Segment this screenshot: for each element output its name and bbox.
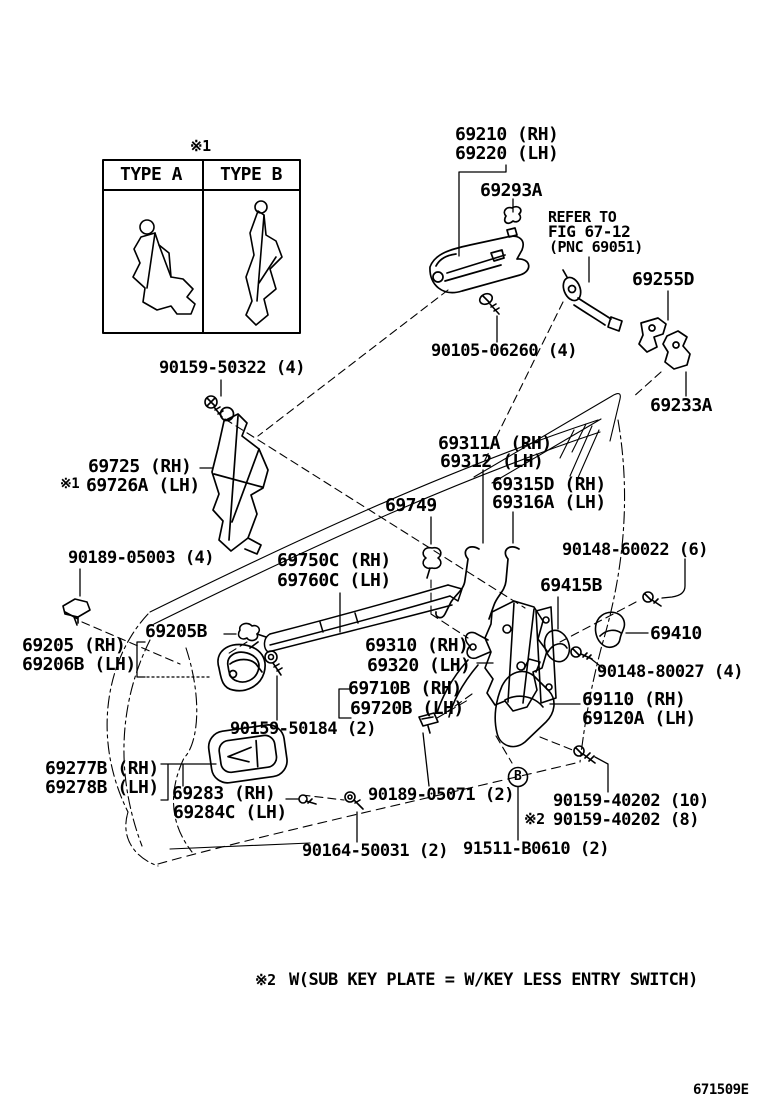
callout-90189-05003-4: 90189-05003 (4): [68, 548, 215, 568]
callout-69310-rh: 69310 (RH): [365, 635, 469, 656]
callout-69205b: 69205B: [145, 621, 208, 642]
callout-69410: 69410: [650, 623, 702, 644]
callout-90159-50322-4: 90159-50322 (4): [159, 358, 306, 378]
callout-69283-rh: 69283 (RH): [172, 783, 276, 804]
callout-fig-ref: FIG 67-12: [548, 222, 631, 241]
interior-handle-drawing: [218, 642, 265, 691]
callout-90159-40202-8: 90159-40202 (8): [553, 810, 700, 830]
lock-rods-drawing: [436, 547, 519, 619]
callout-69311a-rh: 69311A (RH): [438, 433, 552, 454]
door-check-drawing: [212, 408, 268, 555]
screw-90148-60022: [643, 592, 661, 606]
callout-90148-80027-4: 90148-80027 (4): [597, 662, 744, 682]
callout-refer-to: REFER TO: [548, 208, 617, 226]
callout-69720b-lh: 69720B (LH): [350, 698, 464, 719]
callout-69316a-lh: 69316A (LH): [492, 492, 606, 513]
callout-69315d-rh: 69315D (RH): [492, 474, 606, 495]
cover-69410: [596, 612, 625, 647]
legend-header-type-b: TYPE B: [220, 164, 283, 185]
legend-header-type-a: TYPE A: [120, 164, 183, 185]
callout-90189-05071-2: 90189-05071 (2): [368, 785, 515, 805]
callout-90164-50031-2: 90164-50031 (2): [302, 841, 449, 861]
callout-69415b: 69415B: [540, 575, 603, 596]
rod-69315d: [489, 547, 519, 619]
callout-69210-rh: 69210 (RH): [455, 124, 559, 145]
callout-69220-lh: 69220 (LH): [455, 143, 559, 164]
callout-69233a: 69233A: [650, 395, 713, 416]
screw-90159-50322: [205, 396, 223, 417]
callout-ref-marker-2: ※2: [524, 810, 545, 828]
callout-69320-lh: 69320 (LH): [367, 655, 471, 676]
clip-69205b: [239, 623, 266, 640]
callout-69725-rh: 69725 (RH): [88, 456, 192, 477]
callout-69750c-rh: 69750C (RH): [277, 550, 391, 571]
screw-90159-40202: [574, 746, 595, 763]
callout-ref-marker-1: ※1: [60, 476, 80, 492]
callout-69312-lh: 69312 (LH): [440, 451, 544, 472]
callout-90159-50184-2: 90159-50184 (2): [230, 719, 377, 739]
callout-69749: 69749: [385, 495, 437, 516]
footnote-marker: ※2: [255, 971, 276, 989]
callout-90148-60022-6: 90148-60022 (6): [562, 540, 709, 560]
key-cylinder-drawing: [560, 270, 622, 331]
callout-69284c-lh: 69284C (LH): [173, 802, 287, 823]
screw-90164-50031: [345, 792, 363, 809]
callout-69760c-lh: 69760C (LH): [277, 570, 391, 591]
type-b-sketch: [246, 201, 282, 325]
callout-69293a: 69293A: [480, 180, 543, 201]
type-a-sketch: [133, 220, 195, 314]
callout-69277b-rh: 69277B (RH): [45, 758, 159, 779]
footnote-text: W(SUB KEY PLATE = W/KEY LESS ENTRY SWITCH): [289, 970, 698, 990]
screw-90105-06260: [478, 292, 499, 314]
callout-circled-b: B: [514, 769, 522, 784]
gasket-69415b: [541, 627, 574, 665]
callout-69120a-lh: 69120A (LH): [582, 708, 696, 729]
callout-69278b-lh: 69278B (LH): [45, 777, 159, 798]
screw-90148-80027: [571, 647, 592, 659]
callout-90105-06260-4: 90105-06260 (4): [431, 341, 578, 361]
clip-69749: [423, 548, 441, 578]
callout-69110-rh: 69110 (RH): [582, 689, 686, 710]
legend-box: [103, 160, 300, 333]
bracket-69233a: [663, 331, 690, 369]
cover-69110: [495, 659, 554, 747]
callout-90159-40202-10: 90159-40202 (10): [553, 791, 709, 811]
screw-69283-pin: [299, 795, 316, 804]
bracket-69255d: [639, 318, 666, 352]
callout-91511-b0610-2: 91511-B0610 (2): [463, 839, 610, 859]
nut-90189-05003: [63, 599, 90, 625]
drawing-code: 671509E: [693, 1082, 749, 1098]
callout-pnc-ref: (PNC 69051): [549, 238, 643, 256]
callout-69206b-lh: 69206B (LH): [22, 654, 136, 675]
screw-90159-50184: [265, 651, 282, 675]
callout-69726a-lh: 69726A (LH): [86, 475, 200, 496]
callout-69205-rh: 69205 (RH): [22, 635, 126, 656]
callout-69255d: 69255D: [632, 269, 695, 290]
callout-69710b-rh: 69710B (RH): [348, 678, 462, 699]
legend-ref-marker: ※1: [190, 137, 211, 155]
